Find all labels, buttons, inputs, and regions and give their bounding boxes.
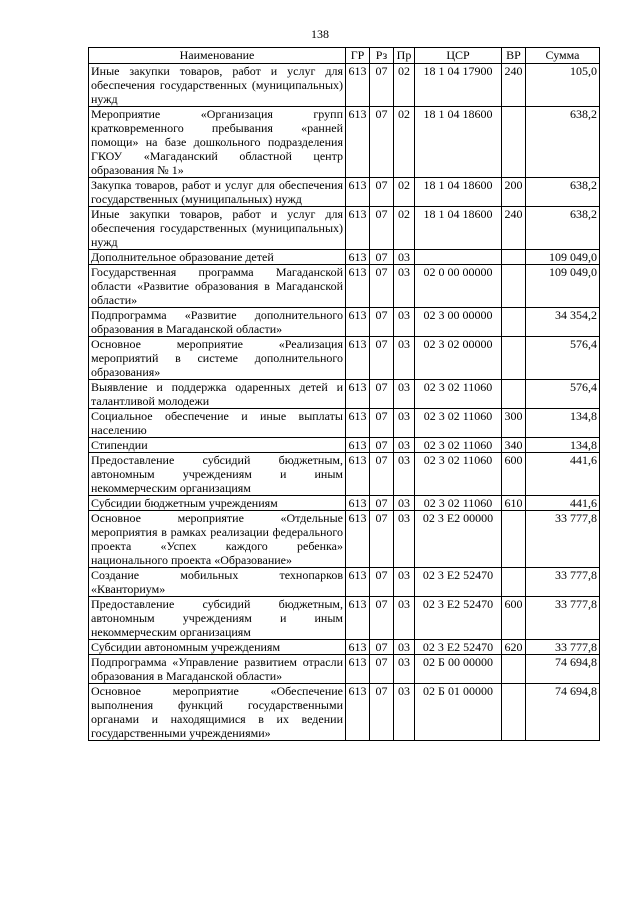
table-row [89,511,600,568]
row-vr [502,655,526,684]
row-pr: 03 [394,511,415,568]
table-row [89,496,600,511]
row-name: Мероприятие «Организация групп кратковременного пребывания «ранней помощи» на базе дошкольного подразделения ГКОУ «Магаданский областной центр образования № 1» [89,107,346,178]
row-vr: 600 [502,453,526,496]
row-gr: 613 [346,597,370,640]
row-csr: 18 1 04 17900 [415,64,502,107]
row-vr [502,337,526,380]
row-pr: 03 [394,640,415,655]
row-gr: 613 [346,207,370,250]
row-name: Предоставление субсидий бюджетным, автономным учреждениям и иным некоммерческим организациям [89,453,346,496]
row-name: Основное мероприятие «Отдельные мероприятия в рамках реализации федерального проекта «Успех каждого ребенка» национального проекта «Образование» [89,511,346,568]
row-rz: 07 [370,655,394,684]
row-pr: 03 [394,409,415,438]
row-sum: 109 049,0 [526,265,600,308]
row-rz: 07 [370,511,394,568]
row-vr [502,568,526,597]
row-vr [502,308,526,337]
row-gr: 613 [346,453,370,496]
table-row [89,308,600,337]
row-csr: 02 3 02 11060 [415,438,502,453]
row-vr [502,684,526,741]
row-csr: 02 3 02 11060 [415,453,502,496]
row-gr: 613 [346,438,370,453]
row-gr: 613 [346,178,370,207]
row-sum: 74 694,8 [526,684,600,741]
row-csr: 02 3 02 11060 [415,496,502,511]
table-row [89,207,600,250]
row-name: Подпрограмма «Развитие дополнительного образования в Магаданской области» [89,308,346,337]
row-sum: 441,6 [526,453,600,496]
row-pr: 03 [394,380,415,409]
row-name: Создание мобильных технопарков «Кванториум» [89,568,346,597]
row-csr: 18 1 04 18600 [415,207,502,250]
table-row [89,640,600,655]
row-csr: 02 3 E2 52470 [415,568,502,597]
table-row [89,64,600,107]
row-rz: 07 [370,438,394,453]
row-sum: 33 777,8 [526,511,600,568]
table-row [89,684,600,741]
row-name: Подпрограмма «Управление развитием отрасли образования в Магаданской области» [89,655,346,684]
row-name: Стипендии [89,438,346,453]
row-sum: 33 777,8 [526,568,600,597]
row-sum: 105,0 [526,64,600,107]
table-row [89,250,600,265]
header-rz: Рз [370,48,394,64]
row-sum: 576,4 [526,380,600,409]
row-pr: 03 [394,597,415,640]
row-pr: 03 [394,453,415,496]
row-pr: 02 [394,207,415,250]
row-csr: 18 1 04 18600 [415,107,502,178]
row-name: Субсидии бюджетным учреждениям [89,496,346,511]
row-pr: 03 [394,250,415,265]
table-row [89,380,600,409]
row-rz: 07 [370,337,394,380]
row-gr: 613 [346,337,370,380]
table-row [89,265,600,308]
row-name: Основное мероприятие «Реализация мероприятий в системе дополнительного образования» [89,337,346,380]
row-pr: 02 [394,178,415,207]
row-vr [502,380,526,409]
row-rz: 07 [370,250,394,265]
table-row [89,597,600,640]
row-vr: 240 [502,207,526,250]
row-vr [502,265,526,308]
row-sum: 638,2 [526,107,600,178]
row-pr: 03 [394,568,415,597]
row-name: Социальное обеспечение и иные выплаты населению [89,409,346,438]
row-rz: 07 [370,597,394,640]
row-vr [502,107,526,178]
row-rz: 07 [370,265,394,308]
budget-table [88,47,600,741]
row-vr: 240 [502,64,526,107]
row-name: Дополнительное образование детей [89,250,346,265]
row-rz: 07 [370,453,394,496]
table-row [89,655,600,684]
row-vr: 600 [502,597,526,640]
row-rz: 07 [370,207,394,250]
row-rz: 07 [370,640,394,655]
row-gr: 613 [346,64,370,107]
row-sum: 638,2 [526,178,600,207]
row-sum: 441,6 [526,496,600,511]
row-csr: 02 Б 00 00000 [415,655,502,684]
row-sum: 33 777,8 [526,597,600,640]
row-csr: 02 3 00 00000 [415,308,502,337]
table-row [89,178,600,207]
row-name: Основное мероприятие «Обеспечение выполнения функций государственными органами и находящимися в их ведении государственными учреждениями» [89,684,346,741]
row-pr: 03 [394,438,415,453]
table-row [89,568,600,597]
row-csr: 02 Б 01 00000 [415,684,502,741]
row-pr: 02 [394,107,415,178]
row-gr: 613 [346,380,370,409]
row-sum: 638,2 [526,207,600,250]
row-name: Государственная программа Магаданской области «Развитие образования в Магаданской области» [89,265,346,308]
header-name: Наименование [89,48,346,64]
row-vr [502,250,526,265]
row-sum: 74 694,8 [526,655,600,684]
row-gr: 613 [346,655,370,684]
header-row [89,48,600,64]
row-pr: 02 [394,64,415,107]
row-sum: 33 777,8 [526,640,600,655]
row-rz: 07 [370,684,394,741]
page-number: 138 [311,27,329,41]
row-gr: 613 [346,568,370,597]
row-rz: 07 [370,64,394,107]
row-gr: 613 [346,409,370,438]
row-name: Закупка товаров, работ и услуг для обеспечения государственных (муниципальных) нужд [89,178,346,207]
row-gr: 613 [346,107,370,178]
row-rz: 07 [370,409,394,438]
row-rz: 07 [370,380,394,409]
row-pr: 03 [394,265,415,308]
row-name: Иные закупки товаров, работ и услуг для обеспечения государственных (муниципальных) нужд [89,207,346,250]
table-row [89,337,600,380]
row-sum: 34 354,2 [526,308,600,337]
row-rz: 07 [370,308,394,337]
row-csr [415,250,502,265]
row-sum: 576,4 [526,337,600,380]
header-pr: Пр [394,48,415,64]
table-row [89,107,600,178]
row-vr: 620 [502,640,526,655]
table-body [89,64,600,741]
row-pr: 03 [394,684,415,741]
table-row [89,409,600,438]
table-header [89,48,600,64]
row-gr: 613 [346,265,370,308]
row-rz: 07 [370,568,394,597]
row-sum: 134,8 [526,409,600,438]
row-pr: 03 [394,337,415,380]
row-sum: 109 049,0 [526,250,600,265]
header-sum: Сумма [526,48,600,64]
row-gr: 613 [346,250,370,265]
row-gr: 613 [346,684,370,741]
row-csr: 02 3 02 11060 [415,409,502,438]
row-name: Субсидии автономным учреждениям [89,640,346,655]
row-vr: 300 [502,409,526,438]
row-vr: 340 [502,438,526,453]
row-vr: 610 [502,496,526,511]
row-vr [502,511,526,568]
row-name: Предоставление субсидий бюджетным, автономным учреждениям и иным некоммерческим организациям [89,597,346,640]
row-rz: 07 [370,107,394,178]
row-csr: 18 1 04 18600 [415,178,502,207]
row-csr: 02 0 00 00000 [415,265,502,308]
header-vr: ВР [502,48,526,64]
row-gr: 613 [346,640,370,655]
row-csr: 02 3 02 00000 [415,337,502,380]
row-csr: 02 3 E2 00000 [415,511,502,568]
row-csr: 02 3 E2 52470 [415,597,502,640]
row-sum: 134,8 [526,438,600,453]
row-pr: 03 [394,496,415,511]
row-name: Иные закупки товаров, работ и услуг для обеспечения государственных (муниципальных) нужд [89,64,346,107]
row-vr: 200 [502,178,526,207]
table-row [89,453,600,496]
row-gr: 613 [346,496,370,511]
row-csr: 02 3 02 11060 [415,380,502,409]
header-gr: ГР [346,48,370,64]
row-rz: 07 [370,496,394,511]
row-csr: 02 3 E2 52470 [415,640,502,655]
row-pr: 03 [394,655,415,684]
table-row [89,438,600,453]
row-gr: 613 [346,308,370,337]
row-pr: 03 [394,308,415,337]
row-rz: 07 [370,178,394,207]
row-name: Выявление и поддержка одаренных детей и талантливой молодежи [89,380,346,409]
row-gr: 613 [346,511,370,568]
header-csr: ЦСР [415,48,502,64]
